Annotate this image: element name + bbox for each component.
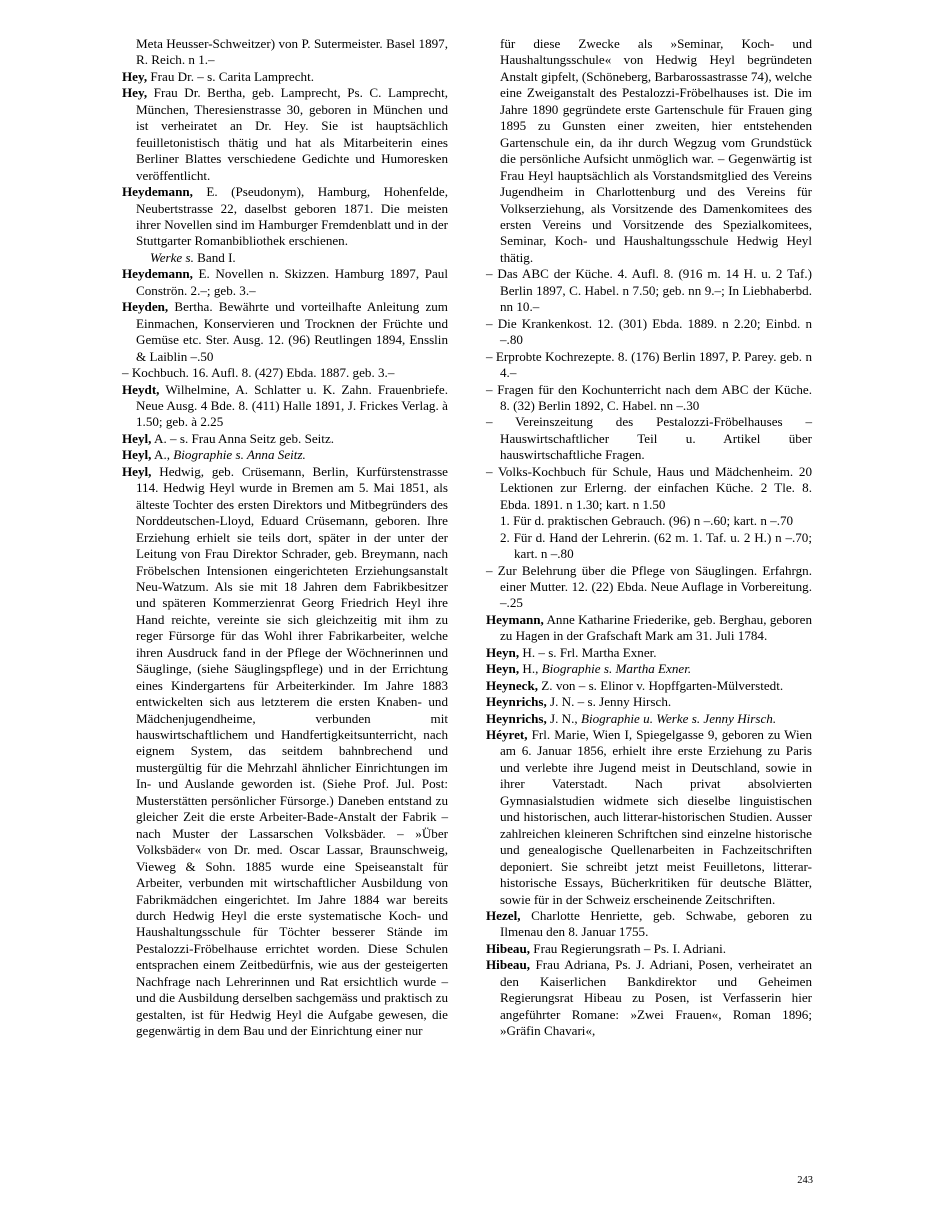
right-column-entry: 1. Für d. praktischen Gebrauch. (96) n –.60; kart. n –.70: [500, 513, 794, 529]
right-column-entry: für diese Zwecke als »Seminar, Koch- und Haushaltungsschule« von Hedwig Heyl begründeten Anstalt gipfelt, (Schöneberg, Barbarossastrasse 74), welche eine Zweiganstalt des Pestalozzi-Fröbelhauses ist. Die im Jahre 1890 gegründete erste Gartenschule für Frauen ging 1895 zu Gunsten einer zweiten, hier entstehenden Gartenschule ein, da ihr durch Wegzug vom Grundstück die persönliche Aufsicht unmöglich war. – Gegenwärtig ist Frau Heyl hauptsächlich als Vorstandsmitglied des Vereins Jugendheim in Charlottenburg und des Vereins für Volkserziehung, als Vorsitzende des Damenkomitees des ersten Vereins und Vorsitzende des Spezialkomitees, Seminar, Koch- und Haushaltungsschule Hedwig Heyl thätig.: [500, 36, 812, 265]
left-text-column: [122, 36, 448, 1040]
left-column-entry: Heyl, A. – s. Frau Anna Seitz geb. Seitz.: [122, 430, 335, 446]
page-number: 243: [797, 1175, 813, 1186]
left-column-entry: Meta Heusser-Schweitzer) von P. Sutermeister. Basel 1897, R. Reich. n 1.–: [136, 36, 448, 68]
left-column-entry: Heyl, Hedwig, geb. Crüsemann, Berlin, Kurfürstenstrasse 114. Hedwig Heyl wurde in Bremen am 5. Mai 1851, als älteste Tochter des ersten Direktors und Mitbegründers des Norddeutschen-Lloyd, Eduard Crüsemann, geboren. Ihre Erziehung erhielt sie teils dort, später in der unter der Leitung von Frau Direktor Schrader, geb. Breymann, nach Fröbelschen Intensionen eingerichteten Erziehungsanstalt Neu-Watzum. Als sie mit 18 Jahren dem Fabrikbesitzer und späteren Kommerzienrat Georg Friedrich Heyl ihre Hand reichte, vereinte sie sich gleichzeitig mit ihm zu reger Fürsorge für das Wohl ihrer Fabrikarbeiter, welche ihren Ausdruck fand in der Pflege der Wöchnerinnen und Säuglinge, (siehe Säuglingspflege) und in der Errichtung eines Kindergartens für Arbeiterkinder. Im Jahre 1883 entwickelten sich aus letzterem die ersten Knaben- und Mädchenjugendheime, verbunden mit hauswirtschaftlichem und Handfertigkeitsunterricht, nach eignem System, das seitdem bahnbrechend und mustergültig für die Mehrzahl ähnlicher Einrichtungen im In- und Auslande geworden ist. (Siehe Prof. Jul. Post: Musterstätten persönlicher Fürsorge.) Daneben entstand zu gleicher Zeit die erste Arbeiter-Bade-Anstalt der Fabrik – nach Muster der Lassarschen Volksbäder. – »Über Volksbäder« von Dr. med. Oscar Lassar, Braunschweig, Vieweg & Sohn. 1885 wurde eine Speiseanstalt für Arbeiter, verbunden mit wirtschaftlicher Ausbildung von Fabrikmädchen eingerichtet. Im Jahre 1884 war bereits durch Hedwig Heyl die erste systematische Koch- und Haushaltungsschule für Töchter besserer Stände im Pestalozzi-Fröbelhause errichtet worden. Diese Schulen entsprachen einem Zeitbedürfnis, wie aus der gesteigerten Nachfrage nach Lehrerinnen und Rat ersichtlich wurde – und die Ausbildung derselben sachgemäss und praktisch zu gestalten, ist für Hedwig Heyl die Aufgabe gewesen, die gegenwärtig in dem Bau und der Einrichtung einer nur: [122, 463, 448, 1039]
right-column-entry: – Fragen für den Kochunterricht nach dem ABC der Küche. 8. (32) Berlin 1892, C. Habel. nn –.30: [486, 381, 812, 413]
right-column-entry: Hezel, Charlotte Henriette, geb. Schwabe, geboren zu Ilmenau den 8. Januar 1755.: [486, 908, 812, 940]
right-column-entry: Heyn, H. – s. Frl. Martha Exner.: [486, 644, 657, 660]
right-column-entry: – Volks-Kochbuch für Schule, Haus und Mädchenheim. 20 Lektionen zur Erlerng. der einfachen Küche. 2 Tle. 8. Ebda. 1891. n 1.30; kart. n 1.50: [486, 463, 812, 512]
left-column-entry: Heydemann, E. (Pseudonym), Hamburg, Hohenfelde, Neubertstrasse 22, daselbst geboren 1871. Die meisten ihrer Novellen sind im Hamburger Fremdenblatt und in der Stuttgarter Romanbibliothek erschienen.: [122, 184, 448, 249]
right-column-entry: Hibeau, Frau Regierungsrath – Ps. I. Adriani.: [486, 940, 727, 956]
left-column-entry: Heydt, Wilhelmine, A. Schlatter u. K. Zahn. Frauenbriefe. Neue Ausg. 4 Bde. 8. (411) Halle 1891, J. Frickes Verlag. à 1.50; geb. à 2.25: [122, 381, 448, 430]
right-column-entry: – Das ABC der Küche. 4. Aufl. 8. (916 m. 14 H. u. 2 Taf.) Berlin 1897, C. Habel. n 7.50; geb. nn 9.–; In Liebhaberbd. nn 10.–: [486, 266, 812, 315]
right-column-entry: Heymann, Anne Katharine Friederike, geb. Berghau, geboren zu Hagen in der Grafschaft Mark am 31. Juli 1784.: [486, 611, 812, 644]
left-column-entry: Hey, Frau Dr. Bertha, geb. Lamprecht, Ps. C. Lamprecht, München, Theresienstrasse 30, geboren in München und ist verheiratet an Dr. Hey. Sie ist hauptsächlich feuilletonistisch thätig und hat als Mitarbeiterin eines Berliner Blattes verschiedene Gedichte und Humoresken veröffentlicht.: [122, 85, 448, 183]
right-column-entry: Héyret, Frl. Marie, Wien I, Spiegelgasse 9, geboren zu Wien am 6. Januar 1856, erhielt ihre erste Erziehung zu Paris und verlebte ihre Jugend meist in Deutschland, sowie in ihrer Vaterstadt. Nach privat absolvierten Gymnasialstudien widmete sich dieselbe linguistischen und historischen, auch litterar-historischen Studien. Ausser zahlreichen kleineren Schriftchen sind einzelne historische und genealogische Quellenarbeiten in Fachzeitschriften deponiert. Sie schreibt jetzt meist Feuilletons, litterar-historische Essays, Bücherkritiken für deutsche Blätter, sowie für in der Schweiz erscheinende Zeitschriften.: [486, 727, 812, 907]
right-text-column: [486, 36, 812, 1040]
right-column-entry: – Zur Belehrung über die Pflege von Säuglingen. Erfahrgn. einer Mutter. 12. (22) Ebda. Neue Auflage in Vorbereitung. –.25: [486, 562, 812, 611]
right-column-entry: 2. Für d. Hand der Lehrerin. (62 m. 1. Taf. u. 2 H.) n –.70; kart. n –.80: [500, 529, 812, 562]
right-column-entry: Heynrichs, J. N. – s. Jenny Hirsch.: [486, 694, 672, 710]
left-column-entry: Werke s. Band I.: [150, 249, 236, 265]
right-column-entry: – Vereinszeitung des Pestalozzi-Fröbelhauses – Hauswirtschaftlicher Teil u. Artikel über hauswirtschaftliche Fragen.: [486, 414, 812, 463]
right-column-entry: Hibeau, Frau Adriana, Ps. J. Adriani, Posen, verheiratet an den Kaiserlichen Bankdirektor und Geheimen Regierungsrat Hibeau zu Posen, ist Verfasserin hier angeführter Romane: »Zwei Frauen«, Roman 1896; »Gräfin Chavari«,: [486, 957, 812, 1039]
left-column-entry: Heyl, A., Biographie s. Anna Seitz.: [122, 447, 306, 463]
left-column-entry: Hey, Frau Dr. – s. Carita Lamprecht.: [122, 68, 315, 84]
left-column-entry: Heyden, Bertha. Bewährte und vorteilhafte Anleitung zum Einmachen, Konservieren und Trocknen der Früchte und Gemüse etc. Ster. Ausg. 12. (96) Reutlingen 1894, Ensslin & Laiblin –.50: [122, 299, 448, 364]
two-column-body: [122, 36, 812, 1040]
right-column-entry: – Die Krankenkost. 12. (301) Ebda. 1889. n 2.20; Einbd. n –.80: [486, 315, 812, 348]
left-column-entry: Heydemann, E. Novellen n. Skizzen. Hamburg 1897, Paul Conströn. 2.–; geb. 3.–: [122, 266, 448, 298]
right-column-entry: Heyneck, Z. von – s. Elinor v. Hopffgarten-Mülverstedt.: [486, 677, 784, 693]
right-column-entry: – Erprobte Kochrezepte. 8. (176) Berlin 1897, P. Parey. geb. n 4.–: [486, 348, 812, 381]
left-column-entry: – Kochbuch. 16. Aufl. 8. (427) Ebda. 1887. geb. 3.–: [122, 365, 395, 381]
right-column-entry: Heyn, H., Biographie s. Martha Exner.: [486, 661, 692, 677]
right-column-entry: Heynrichs, J. N., Biographie u. Werke s. Jenny Hirsch.: [486, 710, 777, 726]
